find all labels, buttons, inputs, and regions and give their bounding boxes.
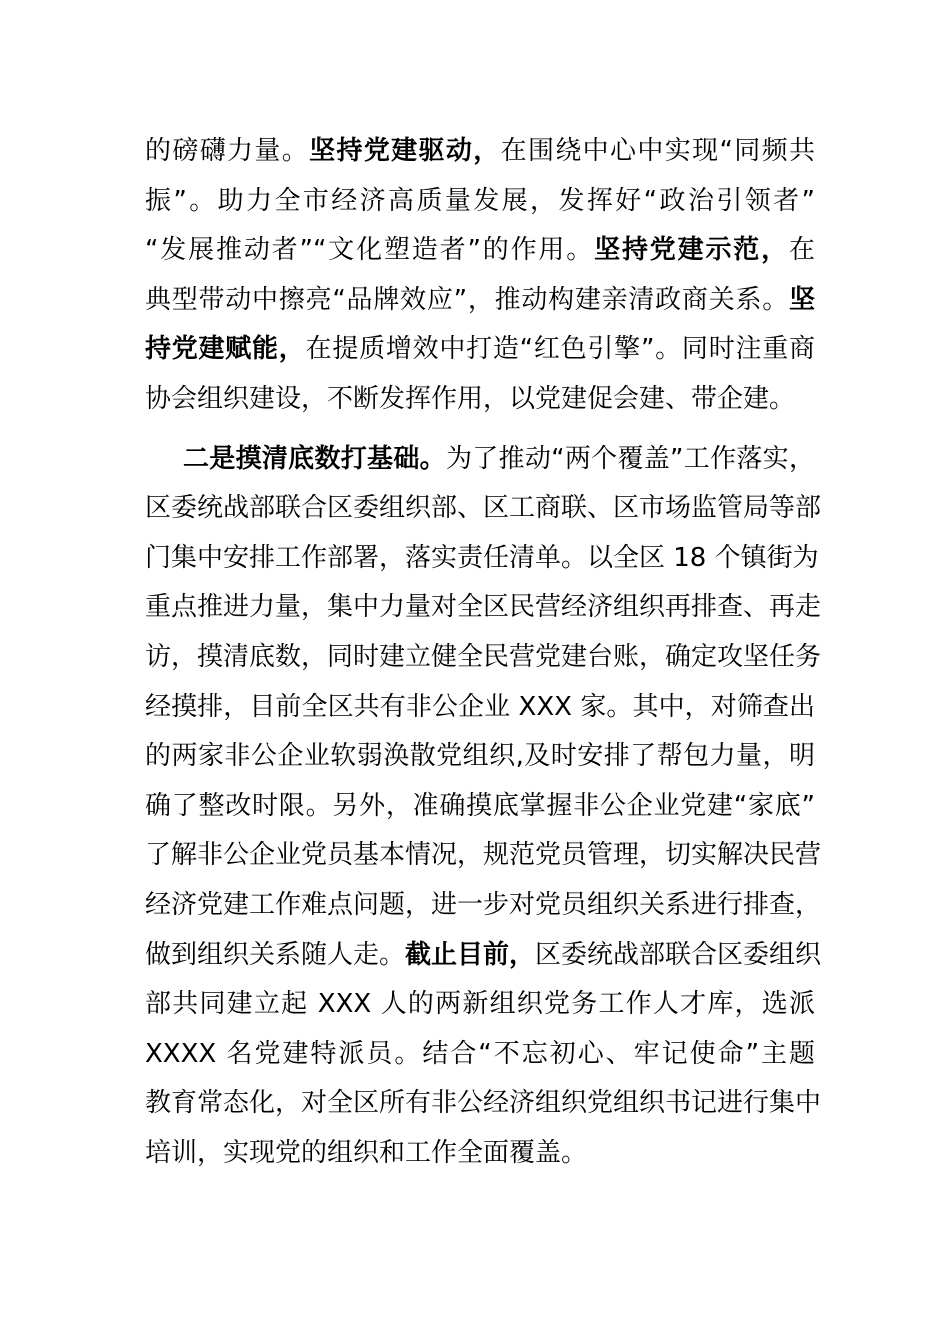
- document-page: [145, 127, 822, 1178]
- text-run: 教育常态化，对全区所有非公经济组织党组织书记进行集中: [145, 1088, 822, 1119]
- bold-phrase: 坚持党建示范，: [594, 235, 789, 266]
- text-run: 区委统战部联合区委组织: [535, 939, 822, 970]
- text-run: 门集中安排工作部署，落实责任清单。以全区 18 个镇街为: [145, 542, 819, 573]
- text-run: 重点推进力量，集中力量对全区民营经济组织再排查、再走: [145, 592, 822, 623]
- text-run: 的两家非公企业软弱涣散党组织,及时安排了帮包力量，明: [145, 741, 815, 772]
- text-run: 振”。助力全市经济高质量发展，发挥好“政治引领者”: [145, 185, 815, 216]
- text-line: [145, 881, 822, 931]
- text-line: [145, 1079, 822, 1129]
- text-run: XXXX 名党建特派员。结合“不忘初心、牢记使命”主题: [145, 1038, 815, 1069]
- text-run: 部共同建立起 XXX 人的两新组织党务工作人才库，选派: [145, 989, 815, 1020]
- text-line: [145, 127, 815, 177]
- text-line: [145, 583, 822, 633]
- text-line: [145, 683, 815, 733]
- text-line: [145, 980, 815, 1030]
- text-run: “发展推动者”“文化塑造者”的作用。: [145, 235, 595, 266]
- text-line: [145, 226, 815, 276]
- paragraph-1: [145, 127, 815, 425]
- text-run: 访，摸清底数，同时建立健全民营党建台账，确定攻坚任务: [145, 641, 822, 672]
- text-line: [145, 325, 815, 375]
- text-run: 经济党建工作难点问题，进一步对党员组织关系进行排查，: [145, 889, 822, 920]
- bold-phrase: 坚: [788, 284, 815, 315]
- text-run: 在围绕中心中实现“同频共: [500, 136, 815, 166]
- text-line: [145, 782, 815, 832]
- text-line: [145, 484, 822, 534]
- text-run: 在: [788, 235, 815, 266]
- text-run: 为了推动“两个覆盖”工作落实，: [445, 443, 815, 474]
- bold-phrase: 坚持党建驱动，: [309, 136, 501, 166]
- text-run: 做到组织关系随人走。: [145, 939, 406, 970]
- bold-phrase: 截止目前，: [405, 939, 536, 970]
- text-run: 在提质增效中打造“红色引擎”。同时注重商: [305, 334, 815, 365]
- text-line: [145, 732, 815, 782]
- text-line: [145, 276, 815, 326]
- text-line: [145, 831, 822, 881]
- text-line: [145, 177, 815, 227]
- text-line: [145, 1129, 815, 1179]
- text-run: 经摸排，目前全区共有非公企业 XXX 家。其中，对筛查出: [145, 691, 815, 722]
- text-line: [145, 1030, 815, 1080]
- text-run: 典型带动中擦亮“品牌效应”，推动构建亲清政商关系。: [145, 284, 789, 315]
- text-line: [145, 375, 815, 425]
- text-run: 协会组织建设，不断发挥作用，以党建促会建、带企建。: [145, 383, 796, 414]
- paragraph-2: [145, 435, 822, 1179]
- bold-phrase: 二是摸清底数打基础。: [183, 443, 446, 474]
- text-run: 了解非公企业党员基本情况，规范党员管理，切实解决民营: [145, 840, 822, 871]
- text-run: 培训，实现党的组织和工作全面覆盖。: [145, 1137, 588, 1168]
- text-run: 的磅礴力量。: [145, 136, 310, 166]
- text-run: 确了整改时限。另外，准确摸底掌握非公企业党建“家底”: [145, 790, 815, 821]
- text-line: [145, 534, 819, 584]
- text-run: 区委统战部联合区委组织部、区工商联、区市场监管局等部: [145, 493, 822, 524]
- bold-phrase: 持党建赋能，: [145, 334, 306, 365]
- text-line: [145, 435, 815, 485]
- text-line: [145, 633, 822, 683]
- text-line: [145, 931, 822, 981]
